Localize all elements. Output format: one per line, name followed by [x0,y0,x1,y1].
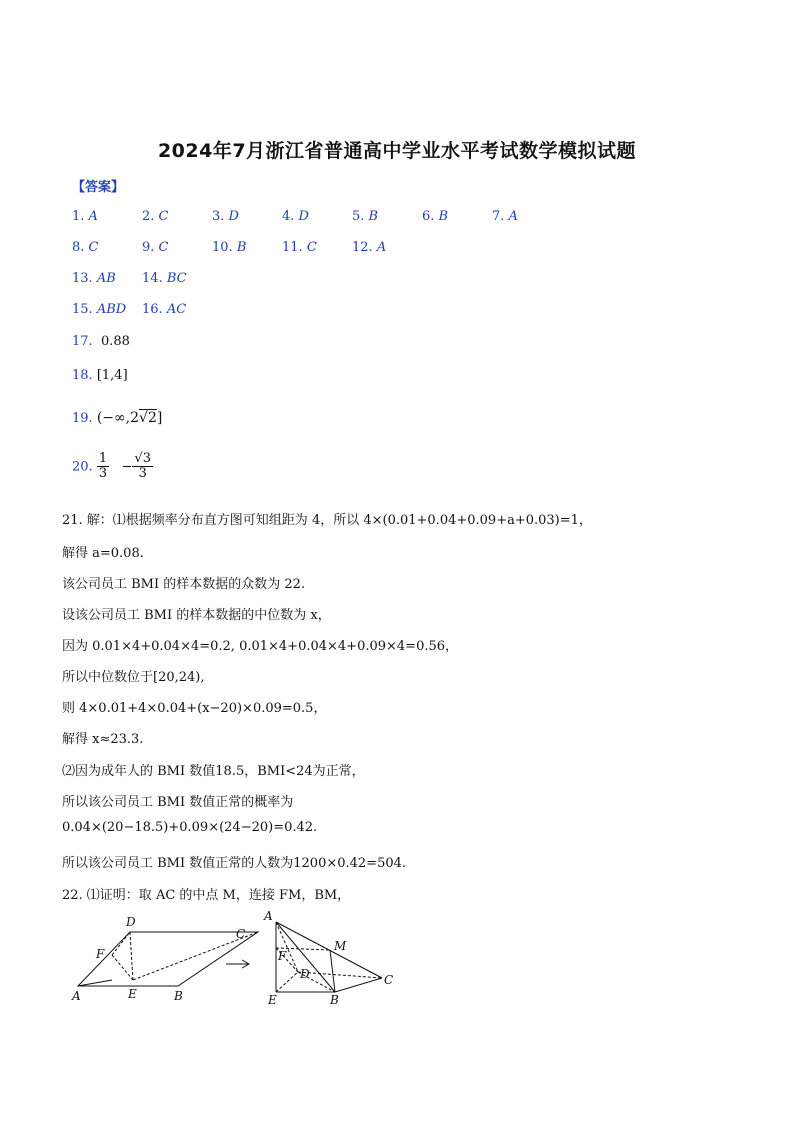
q-number: 4. [282,209,295,224]
q-answer: A [508,209,518,224]
q-number: 8. [72,240,85,255]
fraction-2 [132,452,153,482]
page-title: 2024年7月浙江省普通高中学业水平考试数学模拟试题 [157,140,637,162]
q21-line-6: 所以中位数位于[20,24), [62,670,205,685]
q-number: 20. [72,459,93,475]
q-answer: [1,4] [96,368,128,383]
answer-row-1 [72,209,562,224]
label-A-right: A [264,909,273,923]
label-C-right: C [384,973,394,987]
numerator: 1 [98,451,108,466]
q-answer: A [88,209,98,224]
left-ef-dashed [112,955,133,980]
answer-row-3 [72,271,212,286]
q21-line-3: 该公司员工 BMI 的样本数据的众数为 22. [62,577,306,592]
answer-row-2 [72,240,422,255]
answer-19 [72,410,162,426]
fraction-1 [97,452,109,482]
q-number: 10. [212,240,233,255]
answer-20 [72,452,153,482]
q21-line-1: 21. 解：⑴根据频率分布直方图可知组距为 4，所以 4×(0.01+0.04+0.09+a+0.03)=1， [62,513,592,528]
q-answer: B [438,209,449,224]
q-number: 16. [142,302,163,317]
q-number: 13. [72,271,93,286]
q-answer: BC [166,271,187,286]
q-number: 17. [72,334,93,349]
minus-sign: − [121,459,133,475]
q-answer: AB [96,271,116,286]
answer-18 [72,368,128,383]
interval-right: ] [156,410,163,426]
label-E: E [128,987,137,1001]
q-answer: C [306,240,317,255]
q-answer: D [228,209,239,224]
answer-17 [72,334,130,349]
label-F-right: F [278,949,287,963]
q-answer: 0.88 [100,334,130,349]
q21-line-7: 则 4×0.01+4×0.04+(x−20)×0.09=0.5， [62,701,327,716]
q-number: 12. [352,240,373,255]
q21-line-5: 因为 0.01×4+0.04×4=0.2, 0.01×4+0.04×4+0.09×4=0.56， [62,639,459,654]
q-number: 5. [352,209,365,224]
left-shape-solid [78,932,258,986]
q21-line-12: 所以该公司员工 BMI 数值正常的人数为1200×0.42=504. [62,856,407,871]
q-number: 14. [142,271,163,286]
sqrt-radical: √2 [139,410,157,426]
q-answer: ABD [96,302,127,317]
q22-line-1: 22. ⑴证明：取 AC 的中点 M，连接 FM，BM， [62,888,351,903]
answer-row-4 [72,302,212,317]
left-de-dashed [130,932,133,980]
q-number: 6. [422,209,435,224]
q21-line-2: 解得 a=0.08. [62,546,144,561]
q-number: 11. [282,240,303,255]
right-dc [298,972,382,978]
label-F: F [96,947,105,961]
label-B-right: B [330,993,339,1007]
right-ac [276,922,382,978]
q21-line-9: ⑵因为成年人的 BMI 数值18.5，BMI<24为正常， [62,764,365,779]
q-answer: C [158,240,169,255]
label-C: C [236,927,246,941]
label-A: A [72,989,81,1003]
denominator: 3 [138,466,147,482]
denominator: 3 [98,466,108,482]
q-answer: D [298,209,309,224]
q-answer: A [376,240,387,255]
numerator: √3 [134,451,151,466]
q-number: 1. [72,209,85,224]
q21-line-11: 0.04×(20−18.5)+0.09×(24−20)=0.42. [62,820,318,835]
q-answer: B [236,240,247,255]
sqrt-value: 2 [147,410,157,426]
q-number: 9. [142,240,155,255]
geometry-figure [60,908,420,1012]
q-number: 2. [142,209,155,224]
right-ad [276,922,298,972]
label-B: B [174,989,183,1003]
right-mb [330,950,335,992]
answer-heading: 【答案】 [72,180,125,195]
q21-line-4: 设该公司员工 BMI 的样本数据的中位数为 x， [62,608,331,623]
q-number: 7. [492,209,505,224]
interval-left: (−∞,2 [96,410,140,426]
q21-line-10: 所以该公司员工 BMI 数值正常的概率为 [62,795,294,810]
label-D: D [126,915,136,929]
q-number: 19. [72,411,93,426]
label-D-right: D [300,967,310,981]
q-number: 15. [72,302,93,317]
right-bc [335,978,382,992]
q-answer [97,409,163,426]
q21-line-8: 解得 x≈23.3. [62,732,144,747]
q-number: 18. [72,368,93,383]
q-number: 3. [212,209,225,224]
label-E-right: E [268,993,277,1007]
right-ed [276,972,298,992]
q-answer: C [158,209,169,224]
q-answer: B [368,209,379,224]
q-answer: C [88,240,99,255]
q-answer: AC [166,302,187,317]
label-M-right: M [334,939,347,953]
